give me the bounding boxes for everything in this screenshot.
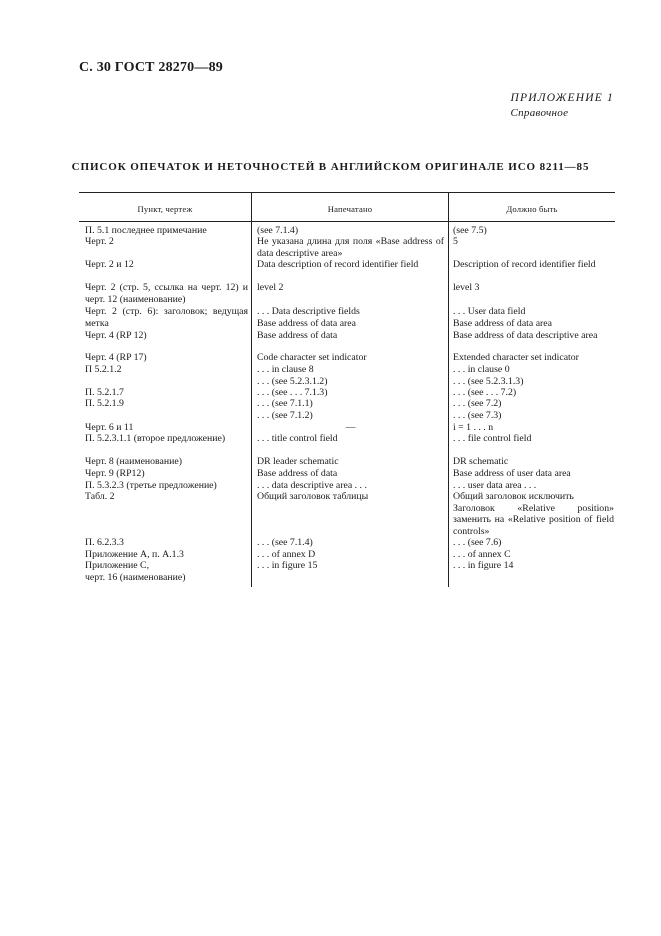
table-cell-printed: . . . title control field bbox=[257, 433, 338, 444]
table-cell-printed: . . . data descriptive area . . . bbox=[257, 480, 367, 491]
table-cell-printed: . . . (see 7.1.4) bbox=[257, 537, 313, 548]
appendix-subtitle: Справочное bbox=[510, 107, 569, 119]
table-cell-correct: . . . file control field bbox=[453, 433, 532, 444]
table-cell-item: Черт. 2 и 12 bbox=[85, 259, 134, 270]
table-cell-printed: . . . in clause 8 . . . (see 5.2.3.1.2) bbox=[257, 364, 328, 387]
table-cell-item: П. 5.2.1.7 bbox=[85, 387, 124, 398]
table-cell-item: П. 6.2.3.3 bbox=[85, 537, 124, 548]
column-header-printed: Напечатано bbox=[327, 204, 373, 214]
appendix-label bbox=[510, 92, 614, 119]
column-header-correct: Должно быть bbox=[506, 204, 558, 214]
table-cell-item: Черт. 4 (RP 17) bbox=[85, 352, 147, 363]
table-cell-item: Черт. 8 (наименование) bbox=[85, 456, 183, 467]
table-cell-correct: . . . in figure 14 bbox=[453, 560, 514, 571]
table-cell-correct: . . . (see 7.6) bbox=[453, 537, 502, 548]
table-cell-correct: Description of record identifier field bbox=[453, 259, 596, 270]
table-cell-printed: DR leader schematic bbox=[257, 456, 339, 467]
appendix-title: ПРИЛОЖЕНИЕ 1 bbox=[510, 92, 614, 104]
table-cell-correct: i = 1 . . . n bbox=[453, 422, 494, 433]
table-cell-correct: Base address of user data area bbox=[453, 468, 571, 479]
table-cell-item: П. 5.2.1.9 bbox=[85, 398, 124, 409]
table-cell-correct: level 3 bbox=[453, 282, 480, 293]
table-cell-correct: . . . (see 7.2) . . . (see 7.3) bbox=[453, 398, 502, 421]
table-cell-printed: Code character set indicator bbox=[257, 352, 367, 363]
table-cell-item: П. 5.2.3.1.1 (второе предложение) bbox=[85, 433, 226, 444]
table-cell-printed: . . . Data descriptive fields Base address of data area bbox=[257, 306, 360, 329]
document-title: СПИСОК ОПЕЧАТОК И НЕТОЧНОСТЕЙ В АНГЛИЙСКОМ ОРИГИНАЛЕ ИСО 8211—85 bbox=[71, 161, 590, 173]
table-cell-item: Черт. 2 (стр. 6): заголовок; ведущая метка bbox=[85, 306, 248, 329]
table-cell-correct: . . . of annex C bbox=[453, 549, 511, 560]
table-cell-printed: level 2 bbox=[257, 282, 284, 293]
table-header-rule bbox=[79, 221, 615, 222]
table-cell-correct: Extended character set indicator bbox=[453, 352, 579, 363]
table-cell-correct: Общий заголовок исключить Заголовок «Relative position» заменить на «Relative position of field controls» bbox=[453, 491, 614, 537]
table-cell-item: П. 5.3.2.3 (третье предложение) bbox=[85, 480, 217, 491]
page-header: С. 30 ГОСТ 28270—89 bbox=[79, 60, 223, 75]
table-cell-item: Черт. 2 (стр. 5, ссылка на черт. 12) и черт. 12 (наименование) bbox=[85, 282, 248, 305]
table-cell-item: Черт. 9 (RP12) bbox=[85, 468, 145, 479]
table-cell-printed: Base address of data bbox=[257, 468, 338, 479]
table-cell-correct: . . . (see . . . 7.2) bbox=[453, 387, 517, 398]
column-header-item: Пункт, чертеж bbox=[137, 204, 193, 214]
table-cell-printed: . . . of annex D bbox=[257, 549, 316, 560]
table-cell-item: Черт. 6 и 11 bbox=[85, 422, 134, 433]
table-cell-item: Приложение С, черт. 16 (наименование) bbox=[85, 560, 186, 583]
table-top-rule bbox=[79, 192, 615, 193]
table-cell-printed: . . . (see . . . 7.1.3) bbox=[257, 387, 328, 398]
table-cell-correct: . . . user data area . . . bbox=[453, 480, 537, 491]
table-cell-item: Приложение А, п. А.1.3 bbox=[85, 549, 184, 560]
column-divider bbox=[448, 193, 449, 587]
table-cell-printed: Общий заголовок таблицы bbox=[257, 491, 369, 502]
table-cell-printed: Не указана длина для поля «Base address of data descriptive area» bbox=[257, 236, 444, 259]
table-cell-correct: . . . in clause 0 . . . (see 5.2.3.1.3) bbox=[453, 364, 524, 387]
table-cell-item: Черт. 4 (RP 12) bbox=[85, 330, 147, 341]
table-cell-printed: . . . (see 7.1.1) . . . (see 7.1.2) bbox=[257, 398, 313, 421]
table-cell-printed: (see 7.1.4) bbox=[257, 225, 299, 236]
table-cell-printed: Data description of record identifier field bbox=[257, 259, 419, 270]
table-cell-correct: (see 7.5) bbox=[453, 225, 487, 236]
table-cell-printed: . . . in figure 15 bbox=[257, 560, 318, 571]
table-cell-item: П 5.2.1.2 bbox=[85, 364, 122, 375]
table-cell-correct: DR schematic bbox=[453, 456, 509, 467]
column-divider bbox=[251, 193, 252, 587]
table-cell-item: П. 5.1 последнее примечание bbox=[85, 225, 207, 236]
table-cell-correct: . . . User data field Base address of data area bbox=[453, 306, 553, 329]
table-cell-correct: 5 bbox=[453, 236, 458, 247]
table-cell-printed: Base address of data bbox=[257, 330, 338, 341]
table-cell-correct: Base address of data descriptive area bbox=[453, 330, 598, 341]
table-cell-item: Табл. 2 bbox=[85, 491, 115, 502]
table-cell-printed: — bbox=[345, 422, 356, 433]
table-cell-item: Черт. 2 bbox=[85, 236, 114, 247]
